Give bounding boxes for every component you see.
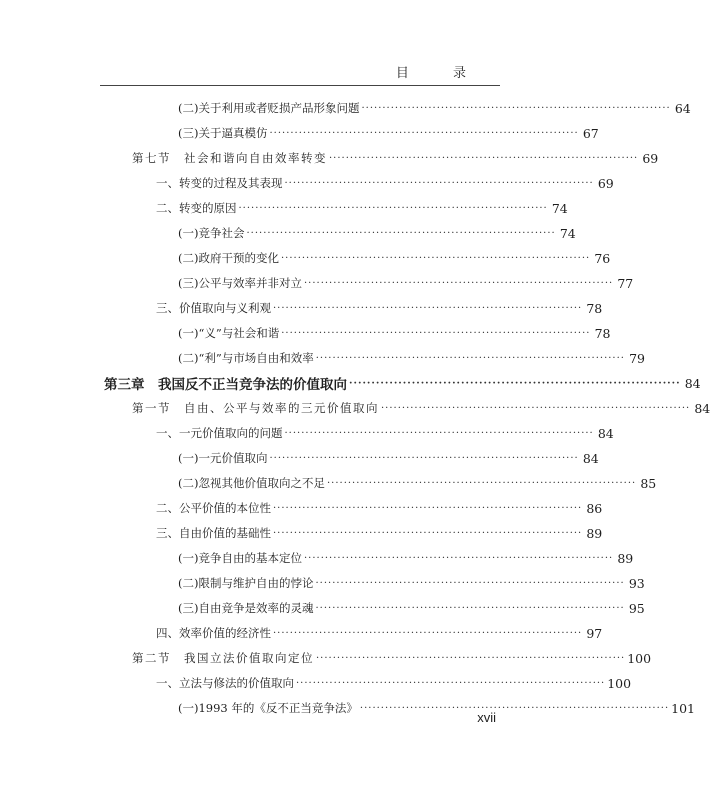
toc-entry[interactable] [156, 621, 603, 645]
toc-entry-page: 76 [594, 250, 611, 266]
toc-entry-label: (一)竞争自由的基本定位 [178, 551, 302, 565]
toc-entry-label: (一)竞争社会 [178, 226, 245, 240]
toc-entry-label: (二)关于利用或者贬损产品形象问题 [178, 101, 360, 115]
toc-entry-page: 78 [586, 300, 603, 316]
toc-entry-page: 89 [617, 550, 634, 566]
toc-leader-dots: ·········································································· [349, 377, 681, 389]
toc-entry-page: 95 [628, 600, 645, 616]
toc-entry[interactable] [178, 221, 576, 245]
toc-entry[interactable] [178, 96, 691, 120]
toc-entry-label: 第七节 社会和谐向自由效率转变 [132, 151, 327, 165]
toc-leader-dots: ·········································································· [326, 477, 637, 489]
toc-entry[interactable] [178, 346, 645, 370]
toc-leader-dots: ·········································································· [280, 252, 591, 264]
toc-leader-dots: ·········································································· [269, 127, 579, 139]
toc-entry-label: 第一节 自由、公平与效率的三元价值取向 [132, 401, 379, 415]
toc-entry[interactable] [178, 696, 695, 720]
toc-entry[interactable] [178, 321, 611, 345]
toc-entry[interactable] [178, 271, 634, 295]
toc-entry-label: (二)政府干预的变化 [178, 251, 279, 265]
toc-entry-label: (二)限制与维护自由的悖论 [178, 576, 314, 590]
toc-entry-page: 89 [586, 525, 603, 541]
toc-leader-dots: ·········································································· [284, 427, 594, 439]
toc-section-entry[interactable] [132, 146, 659, 170]
toc-entry-label: 第三章 我国反不正当竞争法的价值取向 [104, 377, 347, 393]
toc-entry-page: 67 [582, 125, 599, 141]
toc-leader-dots: ·········································································· [381, 402, 691, 414]
toc-entry-label: 三、价值取向与义利观 [156, 301, 271, 315]
toc-leader-dots: ·········································································· [303, 277, 614, 289]
toc-entry-page: 69 [597, 175, 614, 191]
toc-entry[interactable] [178, 121, 599, 145]
toc-entry[interactable] [156, 196, 568, 220]
toc-entry-label: (三)自由竞争是效率的灵魂 [178, 601, 314, 615]
toc-entry-label: 四、效率价值的经济性 [156, 626, 271, 640]
toc-entry-label: (一)“义”与社会和谐 [178, 326, 280, 340]
toc-leader-dots: ·········································································· [303, 552, 614, 564]
header-divider [100, 85, 500, 86]
toc-entry-label: 三、自由价值的基础性 [156, 526, 271, 540]
toc-entry-page: 69 [642, 150, 659, 166]
toc-entry-page: 77 [617, 275, 634, 291]
toc-leader-dots: ·········································································· [281, 327, 591, 339]
toc-entry-label: 一、立法与修法的价值取向 [156, 676, 294, 690]
toc-entry-label: 第二节 我国立法价值取向定位 [132, 651, 314, 665]
toc-entry[interactable] [178, 246, 611, 270]
toc-entry-page: 84 [597, 425, 614, 441]
page-number: xvii [477, 710, 496, 725]
toc-entry[interactable] [178, 446, 599, 470]
toc-entry-page: 100 [627, 650, 652, 666]
toc-entry-label: 一、转变的过程及其表现 [156, 176, 283, 190]
running-header [0, 54, 586, 90]
toc-entry-page: 84 [684, 375, 701, 391]
toc-entry-label: (二)“利”与市场自由和效率 [178, 351, 314, 365]
toc-entry[interactable] [178, 546, 634, 570]
toc-entry-label: 一、一元价值取向的问题 [156, 426, 283, 440]
toc-entry-page: 97 [586, 625, 603, 641]
toc-leader-dots: ·········································································· [273, 627, 583, 639]
toc-entry-label: 二、转变的原因 [156, 201, 237, 215]
toc-entry-page: 74 [551, 200, 568, 216]
toc-entry-page: 78 [594, 325, 611, 341]
toc-entry-page: 100 [607, 675, 632, 691]
toc-section-entry[interactable] [132, 646, 652, 670]
toc-entry-page: 101 [671, 700, 695, 716]
toc-entry-page: 79 [629, 350, 645, 366]
toc-entry-label: (一)一元价值取向 [178, 451, 268, 465]
toc-entry-page: 93 [628, 575, 645, 591]
toc-section-entry[interactable] [132, 396, 710, 420]
toc-entry[interactable] [178, 471, 657, 495]
toc-leader-dots: ·········································································· [284, 177, 594, 189]
toc-entry-label: 二、公平价值的本位性 [156, 501, 271, 515]
toc-entry-label: (三)公平与效率并非对立 [178, 276, 302, 290]
toc-leader-dots: ·········································································· [296, 677, 606, 689]
toc-leader-dots: ·········································································· [273, 302, 583, 314]
toc-entry[interactable] [156, 496, 603, 520]
toc-leader-dots: ·········································································· [316, 652, 626, 664]
toc-leader-dots: ·········································································· [246, 227, 556, 239]
toc-entry-label: (二)忽视其他价值取向之不足 [178, 476, 325, 490]
toc-entry-label: (一)1993 年的《反不正当竞争法》 [178, 701, 358, 715]
toc-entry-label: (三)关于逼真模仿 [178, 126, 268, 140]
toc-entry-page: 84 [582, 450, 599, 466]
toc-leader-dots: ·········································································· [269, 452, 579, 464]
toc-leader-dots: ·········································································· [361, 102, 671, 114]
toc-leader-dots: ·········································································· [273, 502, 583, 514]
toc-entry[interactable] [156, 296, 603, 320]
toc-entry[interactable] [156, 171, 614, 195]
toc-entry-page: 74 [559, 225, 576, 241]
toc-leader-dots: ·········································································· [273, 527, 583, 539]
toc-leader-dots: ·········································································· [329, 152, 639, 164]
toc-entry-page: 84 [694, 400, 710, 416]
toc-leader-dots: ·········································································· [238, 202, 548, 214]
toc-leader-dots: ·········································································· [315, 577, 625, 589]
toc-chapter-entry[interactable] [104, 371, 701, 395]
header-title: 目 录 [395, 66, 486, 81]
toc-entry[interactable] [156, 521, 603, 545]
toc-entry[interactable] [178, 571, 645, 595]
toc-entry[interactable] [156, 671, 632, 695]
toc-leader-dots: ·········································································· [359, 702, 670, 714]
toc-entry-page: 85 [640, 475, 657, 491]
toc-leader-dots: ·········································································· [315, 352, 625, 364]
toc-entry[interactable] [156, 421, 614, 445]
toc-entry[interactable] [178, 596, 645, 620]
toc-entry-page: 86 [586, 500, 603, 516]
toc-entry-page: 64 [674, 100, 691, 116]
toc-leader-dots: ·········································································· [315, 602, 625, 614]
